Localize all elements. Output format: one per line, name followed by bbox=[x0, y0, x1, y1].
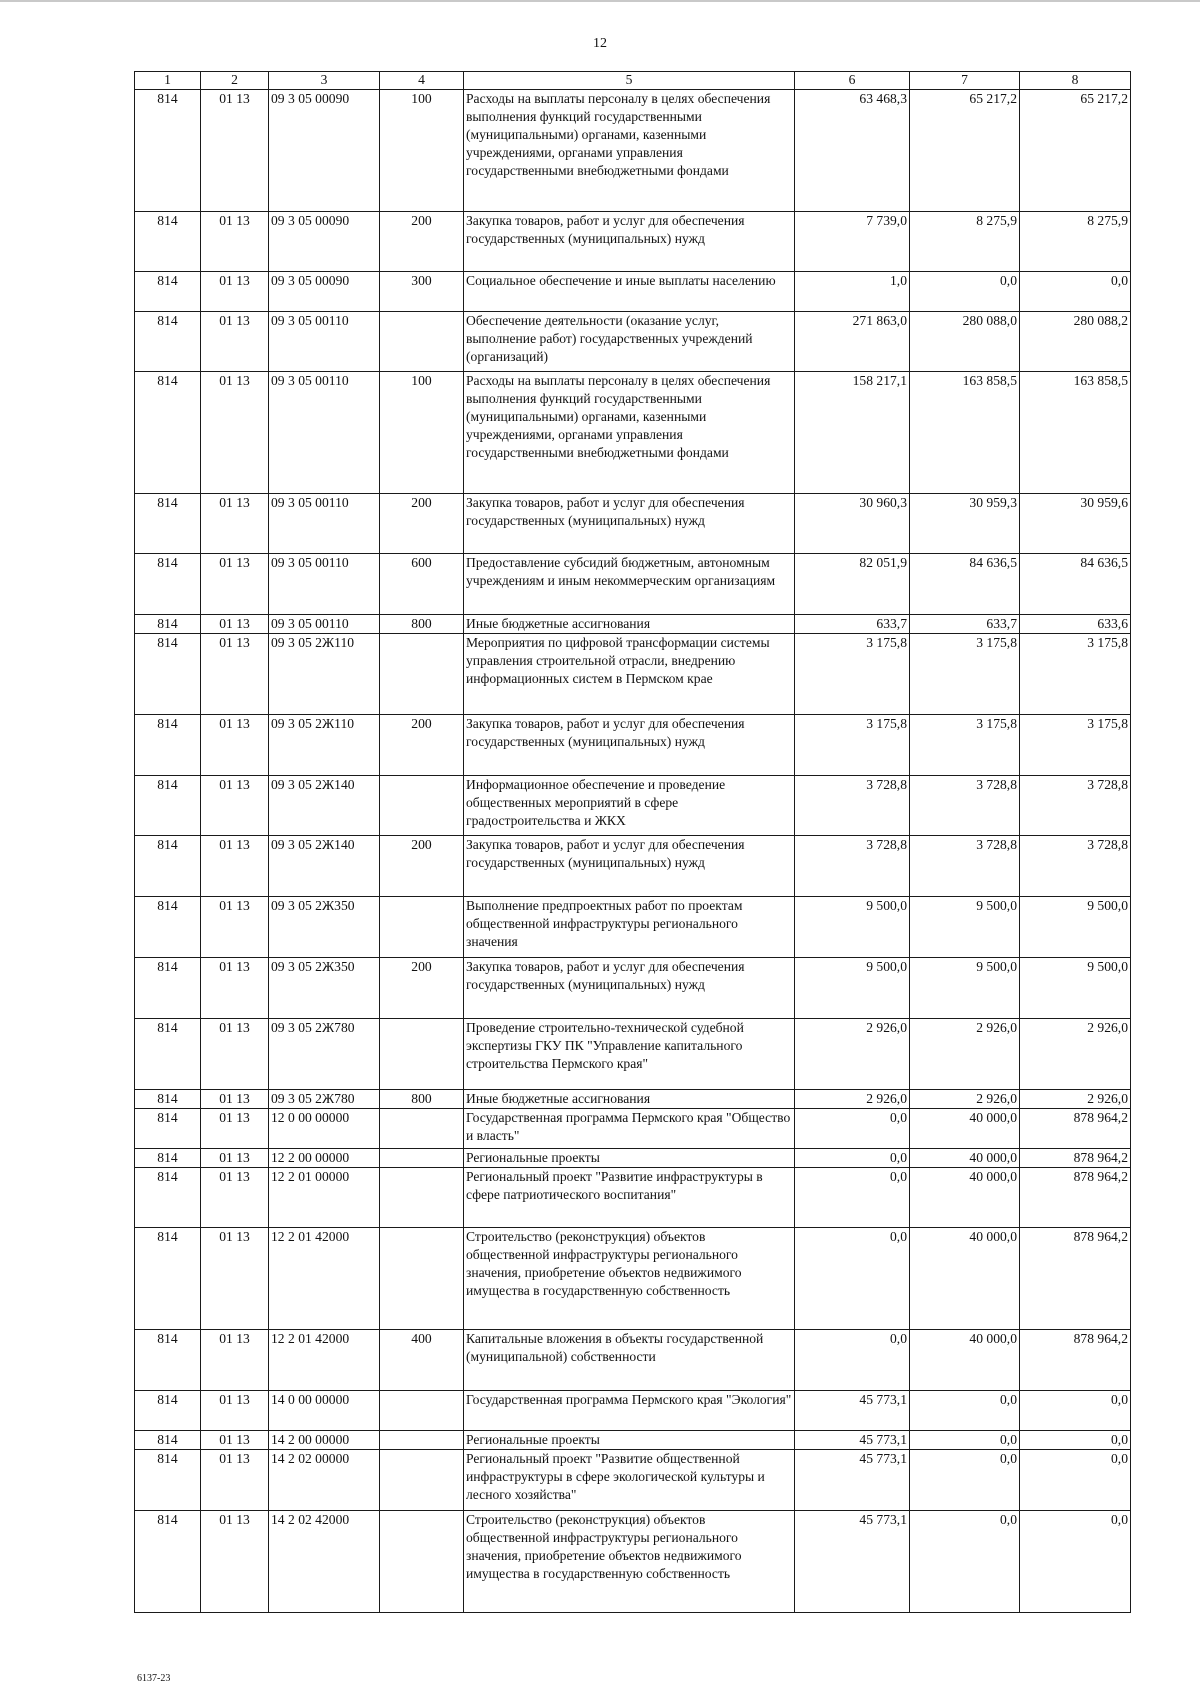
cell-target-article: 12 2 01 42000 bbox=[269, 1330, 380, 1391]
cell-amount-year-1: 7 739,0 bbox=[795, 212, 910, 272]
cell-department-code: 814 bbox=[135, 554, 201, 615]
cell-department-code: 814 bbox=[135, 272, 201, 312]
table-row bbox=[135, 634, 1131, 715]
cell-target-article: 09 3 05 2Ж110 bbox=[269, 634, 380, 715]
cell-expense-type: 200 bbox=[380, 836, 464, 897]
table-row bbox=[135, 1019, 1131, 1090]
cell-amount-year-2: 40 000,0 bbox=[910, 1109, 1020, 1149]
cell-expense-type bbox=[380, 634, 464, 715]
table-row bbox=[135, 1450, 1131, 1511]
cell-amount-year-1: 45 773,1 bbox=[795, 1431, 910, 1450]
cell-department-code: 814 bbox=[135, 90, 201, 212]
cell-target-article: 09 3 05 00110 bbox=[269, 554, 380, 615]
cell-target-article: 09 3 05 2Ж350 bbox=[269, 897, 380, 958]
cell-amount-year-3: 0,0 bbox=[1020, 1431, 1131, 1450]
table-row bbox=[135, 1168, 1131, 1228]
cell-expense-type: 300 bbox=[380, 272, 464, 312]
cell-amount-year-1: 0,0 bbox=[795, 1149, 910, 1168]
cell-amount-year-2: 30 959,3 bbox=[910, 494, 1020, 554]
cell-description: Капитальные вложения в объекты государственной (муниципальной) собственности bbox=[464, 1330, 795, 1391]
cell-expense-type bbox=[380, 312, 464, 372]
cell-department-code: 814 bbox=[135, 1431, 201, 1450]
cell-amount-year-2: 0,0 bbox=[910, 1431, 1020, 1450]
cell-section-code: 01 13 bbox=[201, 212, 269, 272]
cell-section-code: 01 13 bbox=[201, 1168, 269, 1228]
cell-expense-type bbox=[380, 1391, 464, 1431]
table-row bbox=[135, 615, 1131, 634]
cell-amount-year-2: 163 858,5 bbox=[910, 372, 1020, 494]
cell-department-code: 814 bbox=[135, 1511, 201, 1613]
column-header: 3 bbox=[269, 72, 380, 90]
cell-department-code: 814 bbox=[135, 1391, 201, 1431]
cell-expense-type: 100 bbox=[380, 90, 464, 212]
cell-amount-year-3: 3 175,8 bbox=[1020, 715, 1131, 776]
page-number: 12 bbox=[593, 36, 607, 51]
cell-expense-type bbox=[380, 1168, 464, 1228]
cell-amount-year-3: 0,0 bbox=[1020, 1450, 1131, 1511]
cell-target-article: 09 3 05 2Ж780 bbox=[269, 1090, 380, 1109]
cell-amount-year-2: 0,0 bbox=[910, 272, 1020, 312]
cell-section-code: 01 13 bbox=[201, 615, 269, 634]
cell-expense-type bbox=[380, 1149, 464, 1168]
cell-description: Закупка товаров, работ и услуг для обеспечения государственных (муниципальных) нужд bbox=[464, 715, 795, 776]
cell-target-article: 09 3 05 00110 bbox=[269, 312, 380, 372]
cell-amount-year-2: 3 175,8 bbox=[910, 715, 1020, 776]
cell-amount-year-3: 3 728,8 bbox=[1020, 836, 1131, 897]
cell-description: Государственная программа Пермского края "Экология" bbox=[464, 1391, 795, 1431]
cell-description: Информационное обеспечение и проведение общественных мероприятий в сфере градостроительства и ЖКХ bbox=[464, 776, 795, 836]
table-row bbox=[135, 372, 1131, 494]
cell-section-code: 01 13 bbox=[201, 554, 269, 615]
cell-department-code: 814 bbox=[135, 615, 201, 634]
cell-department-code: 814 bbox=[135, 836, 201, 897]
cell-target-article: 14 0 00 00000 bbox=[269, 1391, 380, 1431]
table-row bbox=[135, 836, 1131, 897]
cell-amount-year-3: 878 964,2 bbox=[1020, 1168, 1131, 1228]
cell-section-code: 01 13 bbox=[201, 90, 269, 212]
cell-description: Закупка товаров, работ и услуг для обеспечения государственных (муниципальных) нужд bbox=[464, 836, 795, 897]
cell-amount-year-2: 40 000,0 bbox=[910, 1149, 1020, 1168]
cell-expense-type: 100 bbox=[380, 372, 464, 494]
cell-amount-year-1: 3 175,8 bbox=[795, 715, 910, 776]
cell-department-code: 814 bbox=[135, 897, 201, 958]
cell-amount-year-1: 2 926,0 bbox=[795, 1019, 910, 1090]
cell-section-code: 01 13 bbox=[201, 1511, 269, 1613]
cell-amount-year-2: 3 728,8 bbox=[910, 776, 1020, 836]
cell-target-article: 09 3 05 00090 bbox=[269, 212, 380, 272]
cell-amount-year-1: 271 863,0 bbox=[795, 312, 910, 372]
cell-amount-year-3: 878 964,2 bbox=[1020, 1330, 1131, 1391]
cell-description: Региональный проект "Развитие инфраструктуры в сфере патриотического воспитания" bbox=[464, 1168, 795, 1228]
cell-amount-year-1: 633,7 bbox=[795, 615, 910, 634]
cell-description: Строительство (реконструкция) объектов общественной инфраструктуры регионального значения, приобретение объектов недвижимого имущества в государственную собственность bbox=[464, 1228, 795, 1330]
cell-expense-type bbox=[380, 776, 464, 836]
cell-target-article: 09 3 05 2Ж140 bbox=[269, 776, 380, 836]
cell-target-article: 09 3 05 00090 bbox=[269, 272, 380, 312]
column-header: 7 bbox=[910, 72, 1020, 90]
cell-target-article: 12 0 00 00000 bbox=[269, 1109, 380, 1149]
cell-section-code: 01 13 bbox=[201, 836, 269, 897]
cell-amount-year-1: 0,0 bbox=[795, 1168, 910, 1228]
table-row bbox=[135, 212, 1131, 272]
cell-target-article: 09 3 05 00110 bbox=[269, 494, 380, 554]
cell-amount-year-2: 65 217,2 bbox=[910, 90, 1020, 212]
cell-department-code: 814 bbox=[135, 1330, 201, 1391]
table-row bbox=[135, 554, 1131, 615]
cell-expense-type bbox=[380, 1109, 464, 1149]
table-row bbox=[135, 776, 1131, 836]
table-body bbox=[135, 90, 1131, 1613]
cell-section-code: 01 13 bbox=[201, 494, 269, 554]
cell-amount-year-1: 158 217,1 bbox=[795, 372, 910, 494]
cell-amount-year-2: 40 000,0 bbox=[910, 1228, 1020, 1330]
cell-section-code: 01 13 bbox=[201, 1431, 269, 1450]
cell-amount-year-1: 45 773,1 bbox=[795, 1511, 910, 1613]
cell-department-code: 814 bbox=[135, 494, 201, 554]
cell-target-article: 09 3 05 00090 bbox=[269, 90, 380, 212]
budget-table bbox=[134, 71, 1131, 1613]
cell-description: Проведение строительно-технической судебной экспертизы ГКУ ПК "Управление капитального строительства Пермского края" bbox=[464, 1019, 795, 1090]
cell-amount-year-3: 84 636,5 bbox=[1020, 554, 1131, 615]
cell-department-code: 814 bbox=[135, 212, 201, 272]
cell-target-article: 09 3 05 2Ж780 bbox=[269, 1019, 380, 1090]
cell-section-code: 01 13 bbox=[201, 897, 269, 958]
cell-department-code: 814 bbox=[135, 776, 201, 836]
cell-expense-type: 200 bbox=[380, 958, 464, 1019]
cell-expense-type: 200 bbox=[380, 715, 464, 776]
cell-description: Закупка товаров, работ и услуг для обеспечения государственных (муниципальных) нужд bbox=[464, 212, 795, 272]
cell-amount-year-1: 0,0 bbox=[795, 1330, 910, 1391]
cell-target-article: 09 3 05 00110 bbox=[269, 615, 380, 634]
table-row bbox=[135, 1109, 1131, 1149]
cell-amount-year-3: 3 728,8 bbox=[1020, 776, 1131, 836]
footer-code: 6137-23 bbox=[137, 1673, 171, 1684]
column-header-row bbox=[135, 72, 1131, 90]
cell-section-code: 01 13 bbox=[201, 1330, 269, 1391]
cell-department-code: 814 bbox=[135, 1168, 201, 1228]
cell-amount-year-1: 0,0 bbox=[795, 1228, 910, 1330]
cell-expense-type bbox=[380, 1019, 464, 1090]
cell-amount-year-3: 163 858,5 bbox=[1020, 372, 1131, 494]
table-row bbox=[135, 1228, 1131, 1330]
cell-expense-type: 800 bbox=[380, 1090, 464, 1109]
cell-amount-year-1: 3 175,8 bbox=[795, 634, 910, 715]
cell-amount-year-1: 82 051,9 bbox=[795, 554, 910, 615]
cell-department-code: 814 bbox=[135, 958, 201, 1019]
cell-department-code: 814 bbox=[135, 1019, 201, 1090]
cell-description: Закупка товаров, работ и услуг для обеспечения государственных (муниципальных) нужд bbox=[464, 494, 795, 554]
cell-section-code: 01 13 bbox=[201, 1450, 269, 1511]
cell-section-code: 01 13 bbox=[201, 1149, 269, 1168]
cell-expense-type bbox=[380, 897, 464, 958]
cell-department-code: 814 bbox=[135, 1090, 201, 1109]
cell-description: Социальное обеспечение и иные выплаты населению bbox=[464, 272, 795, 312]
cell-department-code: 814 bbox=[135, 1450, 201, 1511]
table-row bbox=[135, 272, 1131, 312]
table-row bbox=[135, 312, 1131, 372]
cell-section-code: 01 13 bbox=[201, 1090, 269, 1109]
table-row bbox=[135, 715, 1131, 776]
cell-description: Выполнение предпроектных работ по проектам общественной инфраструктуры регионального значения bbox=[464, 897, 795, 958]
cell-amount-year-1: 9 500,0 bbox=[795, 958, 910, 1019]
column-header: 1 bbox=[135, 72, 201, 90]
table-row bbox=[135, 90, 1131, 212]
cell-section-code: 01 13 bbox=[201, 1228, 269, 1330]
cell-amount-year-2: 3 728,8 bbox=[910, 836, 1020, 897]
cell-expense-type bbox=[380, 1511, 464, 1613]
cell-target-article: 14 2 02 00000 bbox=[269, 1450, 380, 1511]
cell-description: Расходы на выплаты персоналу в целях обеспечения выполнения функций государственными (муниципальными) органами, казенными учреждениями, органами управления государственными внебюджетными фондами bbox=[464, 90, 795, 212]
cell-expense-type bbox=[380, 1431, 464, 1450]
table-row bbox=[135, 958, 1131, 1019]
table-row bbox=[135, 1511, 1131, 1613]
table-row bbox=[135, 1330, 1131, 1391]
table-row bbox=[135, 1431, 1131, 1450]
cell-amount-year-3: 280 088,2 bbox=[1020, 312, 1131, 372]
cell-amount-year-2: 2 926,0 bbox=[910, 1019, 1020, 1090]
cell-amount-year-1: 9 500,0 bbox=[795, 897, 910, 958]
cell-section-code: 01 13 bbox=[201, 372, 269, 494]
cell-amount-year-3: 633,6 bbox=[1020, 615, 1131, 634]
cell-amount-year-1: 30 960,3 bbox=[795, 494, 910, 554]
cell-target-article: 09 3 05 2Ж110 bbox=[269, 715, 380, 776]
cell-description: Иные бюджетные ассигнования bbox=[464, 1090, 795, 1109]
table-row bbox=[135, 1090, 1131, 1109]
cell-amount-year-2: 0,0 bbox=[910, 1391, 1020, 1431]
cell-description: Региональные проекты bbox=[464, 1431, 795, 1450]
cell-amount-year-2: 280 088,0 bbox=[910, 312, 1020, 372]
scan-edge bbox=[0, 0, 1200, 2]
cell-section-code: 01 13 bbox=[201, 1391, 269, 1431]
cell-amount-year-1: 45 773,1 bbox=[795, 1391, 910, 1431]
cell-section-code: 01 13 bbox=[201, 1109, 269, 1149]
table-row bbox=[135, 897, 1131, 958]
cell-amount-year-2: 40 000,0 bbox=[910, 1168, 1020, 1228]
cell-description: Строительство (реконструкция) объектов общественной инфраструктуры регионального значения, приобретение объектов недвижимого имущества в государственную собственность bbox=[464, 1511, 795, 1613]
column-header: 2 bbox=[201, 72, 269, 90]
cell-section-code: 01 13 bbox=[201, 312, 269, 372]
cell-target-article: 14 2 02 42000 bbox=[269, 1511, 380, 1613]
cell-description: Расходы на выплаты персоналу в целях обеспечения выполнения функций государственными (муниципальными) органами, казенными учреждениями, органами управления государственными внебюджетными фондами bbox=[464, 372, 795, 494]
cell-amount-year-3: 8 275,9 bbox=[1020, 212, 1131, 272]
cell-department-code: 814 bbox=[135, 634, 201, 715]
cell-description: Предоставление субсидий бюджетным, автономным учреждениям и иным некоммерческим организациям bbox=[464, 554, 795, 615]
cell-amount-year-2: 3 175,8 bbox=[910, 634, 1020, 715]
cell-amount-year-3: 878 964,2 bbox=[1020, 1228, 1131, 1330]
cell-expense-type: 800 bbox=[380, 615, 464, 634]
cell-department-code: 814 bbox=[135, 372, 201, 494]
cell-department-code: 814 bbox=[135, 1149, 201, 1168]
column-header: 6 bbox=[795, 72, 910, 90]
cell-section-code: 01 13 bbox=[201, 776, 269, 836]
cell-amount-year-3: 30 959,6 bbox=[1020, 494, 1131, 554]
cell-amount-year-3: 878 964,2 bbox=[1020, 1109, 1131, 1149]
cell-expense-type: 400 bbox=[380, 1330, 464, 1391]
cell-amount-year-2: 2 926,0 bbox=[910, 1090, 1020, 1109]
cell-section-code: 01 13 bbox=[201, 715, 269, 776]
cell-amount-year-1: 2 926,0 bbox=[795, 1090, 910, 1109]
cell-description: Региональные проекты bbox=[464, 1149, 795, 1168]
cell-description: Обеспечение деятельности (оказание услуг, выполнение работ) государственных учреждений (организаций) bbox=[464, 312, 795, 372]
cell-section-code: 01 13 bbox=[201, 958, 269, 1019]
cell-description: Закупка товаров, работ и услуг для обеспечения государственных (муниципальных) нужд bbox=[464, 958, 795, 1019]
cell-target-article: 12 2 01 00000 bbox=[269, 1168, 380, 1228]
cell-target-article: 09 3 05 2Ж140 bbox=[269, 836, 380, 897]
cell-amount-year-3: 2 926,0 bbox=[1020, 1090, 1131, 1109]
cell-amount-year-2: 633,7 bbox=[910, 615, 1020, 634]
cell-target-article: 09 3 05 2Ж350 bbox=[269, 958, 380, 1019]
cell-amount-year-1: 0,0 bbox=[795, 1109, 910, 1149]
cell-amount-year-3: 0,0 bbox=[1020, 272, 1131, 312]
cell-description: Региональный проект "Развитие общественной инфраструктуры в сфере экологической культуры и лесного хозяйства" bbox=[464, 1450, 795, 1511]
cell-description: Мероприятия по цифровой трансформации системы управления строительной отрасли, внедрению информационных систем в Пермском крае bbox=[464, 634, 795, 715]
cell-target-article: 09 3 05 00110 bbox=[269, 372, 380, 494]
cell-amount-year-1: 3 728,8 bbox=[795, 776, 910, 836]
cell-amount-year-3: 65 217,2 bbox=[1020, 90, 1131, 212]
cell-amount-year-1: 3 728,8 bbox=[795, 836, 910, 897]
cell-department-code: 814 bbox=[135, 312, 201, 372]
cell-department-code: 814 bbox=[135, 715, 201, 776]
cell-expense-type bbox=[380, 1228, 464, 1330]
cell-target-article: 12 2 01 42000 bbox=[269, 1228, 380, 1330]
cell-amount-year-1: 63 468,3 bbox=[795, 90, 910, 212]
cell-amount-year-2: 84 636,5 bbox=[910, 554, 1020, 615]
cell-amount-year-3: 2 926,0 bbox=[1020, 1019, 1131, 1090]
column-header: 8 bbox=[1020, 72, 1131, 90]
cell-department-code: 814 bbox=[135, 1228, 201, 1330]
cell-amount-year-2: 0,0 bbox=[910, 1511, 1020, 1613]
column-header: 5 bbox=[464, 72, 795, 90]
column-header: 4 bbox=[380, 72, 464, 90]
cell-description: Иные бюджетные ассигнования bbox=[464, 615, 795, 634]
cell-expense-type: 200 bbox=[380, 494, 464, 554]
cell-section-code: 01 13 bbox=[201, 272, 269, 312]
cell-amount-year-3: 3 175,8 bbox=[1020, 634, 1131, 715]
cell-description: Государственная программа Пермского края "Общество и власть" bbox=[464, 1109, 795, 1149]
cell-target-article: 14 2 00 00000 bbox=[269, 1431, 380, 1450]
cell-department-code: 814 bbox=[135, 1109, 201, 1149]
cell-amount-year-2: 9 500,0 bbox=[910, 958, 1020, 1019]
table-row bbox=[135, 1149, 1131, 1168]
cell-expense-type bbox=[380, 1450, 464, 1511]
cell-section-code: 01 13 bbox=[201, 1019, 269, 1090]
cell-amount-year-2: 40 000,0 bbox=[910, 1330, 1020, 1391]
cell-amount-year-2: 0,0 bbox=[910, 1450, 1020, 1511]
cell-section-code: 01 13 bbox=[201, 634, 269, 715]
table-row bbox=[135, 494, 1131, 554]
cell-expense-type: 200 bbox=[380, 212, 464, 272]
table-row bbox=[135, 1391, 1131, 1431]
cell-amount-year-3: 878 964,2 bbox=[1020, 1149, 1131, 1168]
cell-amount-year-2: 9 500,0 bbox=[910, 897, 1020, 958]
cell-target-article: 12 2 00 00000 bbox=[269, 1149, 380, 1168]
cell-amount-year-3: 0,0 bbox=[1020, 1391, 1131, 1431]
cell-amount-year-1: 45 773,1 bbox=[795, 1450, 910, 1511]
cell-amount-year-3: 0,0 bbox=[1020, 1511, 1131, 1613]
cell-amount-year-2: 8 275,9 bbox=[910, 212, 1020, 272]
cell-expense-type: 600 bbox=[380, 554, 464, 615]
cell-amount-year-1: 1,0 bbox=[795, 272, 910, 312]
cell-amount-year-3: 9 500,0 bbox=[1020, 897, 1131, 958]
cell-amount-year-3: 9 500,0 bbox=[1020, 958, 1131, 1019]
